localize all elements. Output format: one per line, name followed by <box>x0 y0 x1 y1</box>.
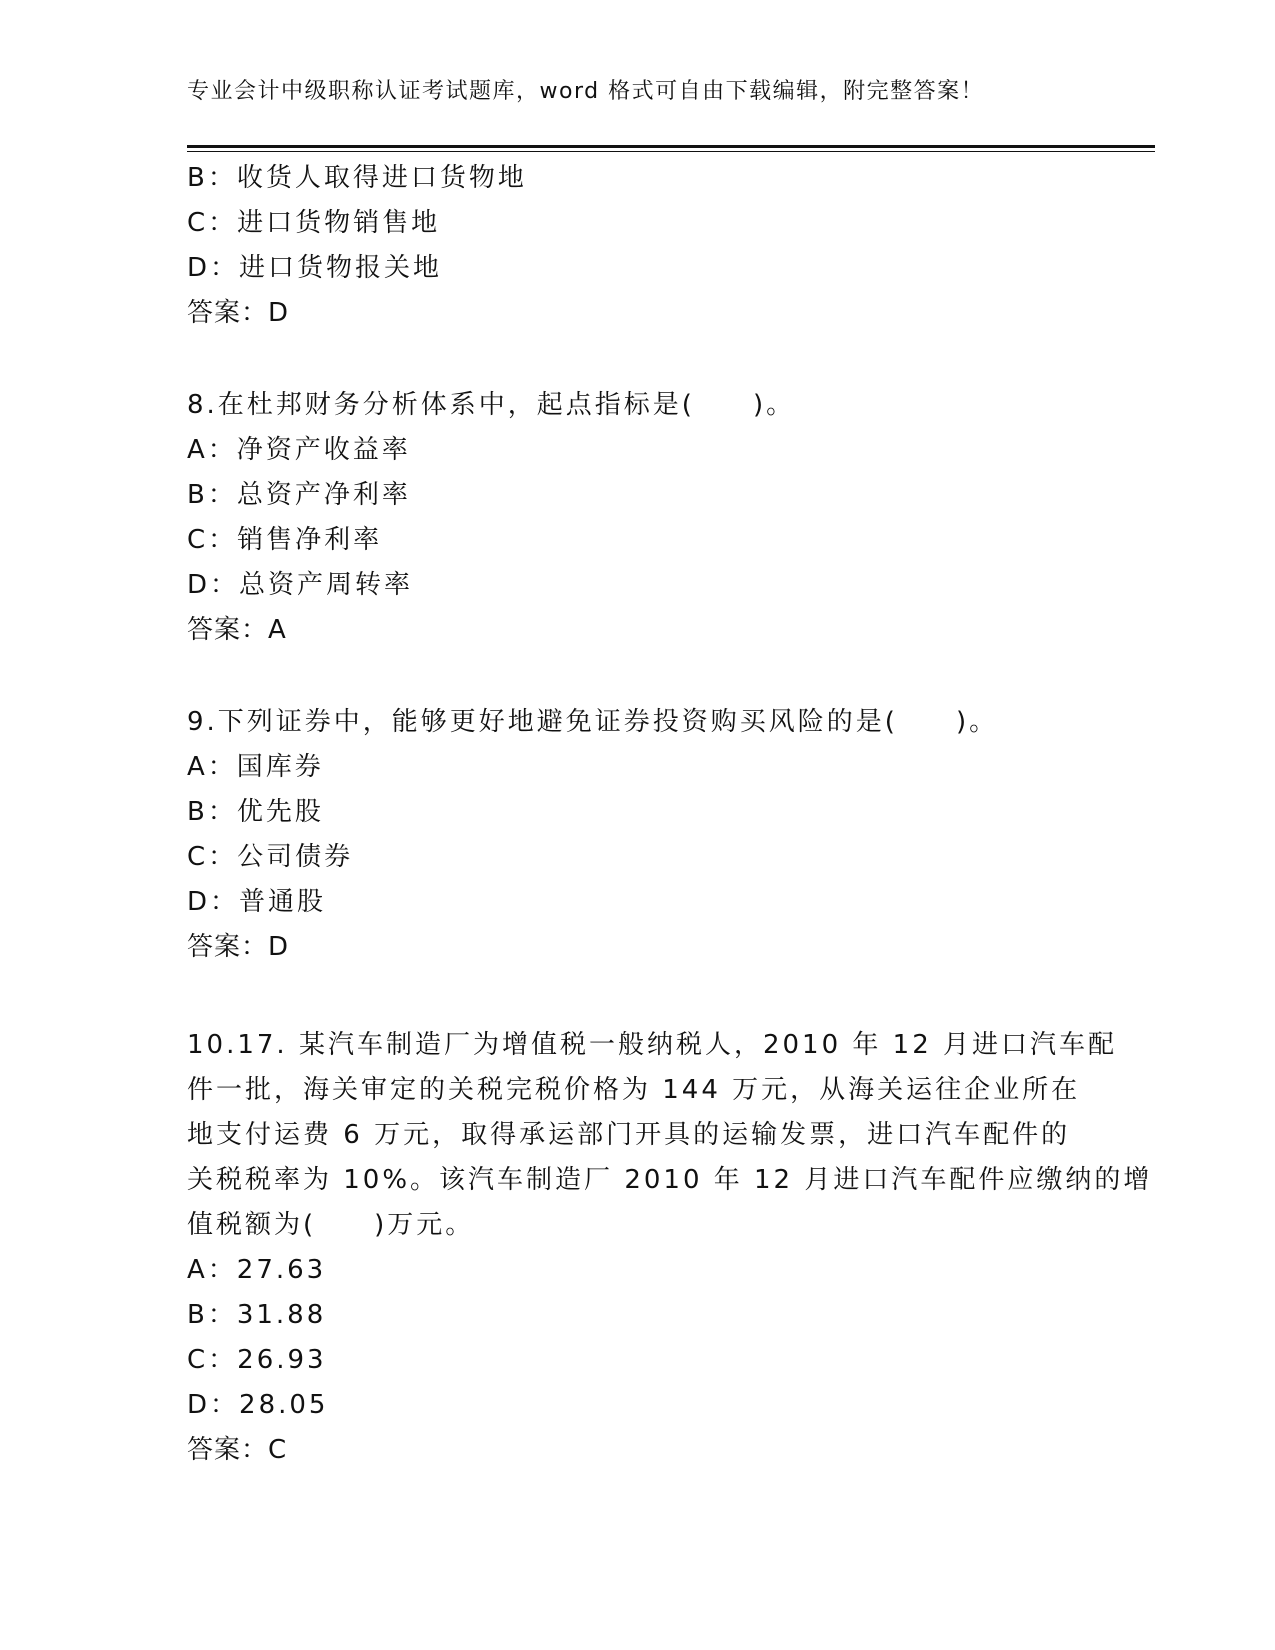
answer: 答案：C <box>187 1435 288 1465</box>
option-c: C：销售净利率 <box>187 525 383 555</box>
question-9 <box>187 700 1087 970</box>
answer: 答案：D <box>187 932 290 962</box>
question-stem-line: 值税额为( )万元。 <box>187 1210 475 1240</box>
answer: 答案：D <box>187 298 290 328</box>
question-10 <box>187 1023 1153 1473</box>
header-rule-thin <box>187 151 1155 152</box>
option-a: A：国库券 <box>187 752 324 782</box>
page-header: 专业会计中级职称认证考试题库，word 格式可自由下载编辑，附完整答案！ <box>187 79 985 104</box>
question-stem: 8.在杜邦财务分析体系中，起点指标是( )。 <box>187 390 796 420</box>
question-stem-line: 关税税率为 10%。该汽车制造厂 2010 年 12 月进口汽车配件应缴纳的增 <box>187 1165 1153 1195</box>
question-stem-line: 地支付运费 6 万元，取得承运部门开具的运输发票，进口汽车配件的 <box>187 1120 1071 1150</box>
option-c: C：公司债券 <box>187 842 354 872</box>
option-b: B：总资产净利率 <box>187 480 411 510</box>
option-d: D：总资产周转率 <box>187 570 414 600</box>
option-d: D：进口货物报关地 <box>187 253 443 283</box>
option-b: B：优先股 <box>187 797 324 827</box>
question-8 <box>187 383 1087 653</box>
option-c: C：26.93 <box>187 1345 327 1375</box>
option-c: C：进口货物销售地 <box>187 208 441 238</box>
option-d: D：28.05 <box>187 1390 329 1420</box>
option-b: B：31.88 <box>187 1300 327 1330</box>
option-d: D：普通股 <box>187 887 327 917</box>
question-stem-line: 件一批，海关审定的关税完税价格为 144 万元，从海关运往企业所在 <box>187 1075 1081 1105</box>
option-a: A：27.63 <box>187 1255 327 1285</box>
option-a: A：净资产收益率 <box>187 435 411 465</box>
header-rule-thick <box>187 145 1155 148</box>
question-stem-line: 10.17. 某汽车制造厂为增值税一般纳税人，2010 年 12 月进口汽车配 <box>187 1030 1118 1060</box>
answer: 答案：A <box>187 615 287 645</box>
previous-question-block <box>187 156 1087 336</box>
option-b: B：收货人取得进口货物地 <box>187 163 527 193</box>
question-stem: 9.下列证券中，能够更好地避免证券投资购买风险的是( )。 <box>187 707 999 737</box>
document-body <box>187 156 1153 1473</box>
